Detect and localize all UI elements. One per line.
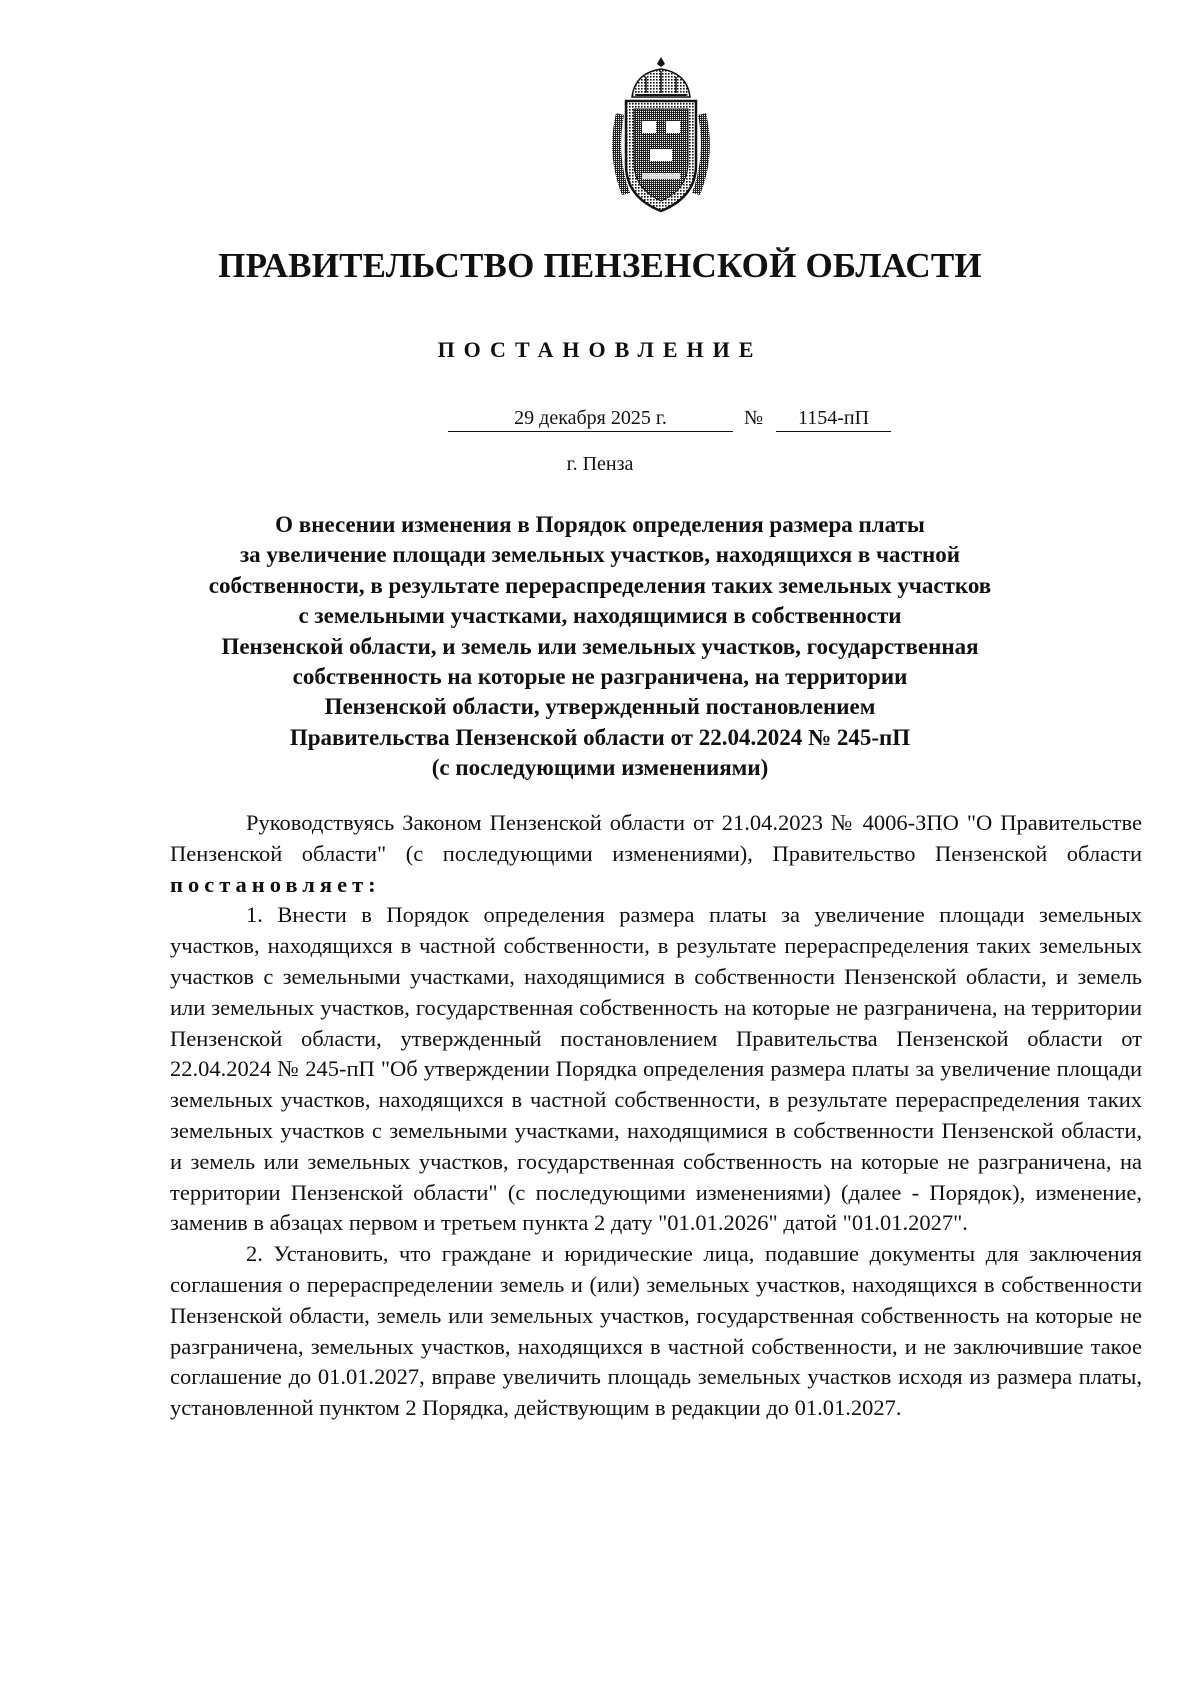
coat-of-arms-emblem	[602, 55, 720, 215]
item-2-paragraph: 2. Установить, что граждане и юридические лица, подавшие документы для заключения соглашения о перераспределении земель и (или) земельных участков, находящихся в собственности Пензенской области, земель или земельных участков, государственная собственность на которые не разграничена, земельных участков, находящихся в частной собственности, и не заключившие такое соглашение до 01.01.2027, вправе увеличить площадь земельных участков исходя из размера платы, установленной пунктом 2 Порядка, действующим в редакции до 01.01.2027.	[170, 1241, 1142, 1421]
subject-line: Пензенской области, и земель или земельных участков, государственная	[221, 633, 979, 659]
subject-line: собственность на которые не разграничена, на территории	[292, 664, 908, 690]
document-number: 1154-пП	[776, 407, 891, 432]
document-city: г. Пенза	[566, 453, 634, 475]
item-1-paragraph: 1. Внести в Порядок определения размера платы за увеличение площади земельных участков, находящихся в частной собственности, в результате перераспределения таких земельных участков с земельными участками, находящимися в собственности Пензенской области, и земель или земельных участков, государственная собственность на которые не разграничена, на территории Пензенской области, утвержденный постановлением Правительства Пензенской области от 22.04.2024 № 245-пП "Об утверждении Порядка определения размера платы за увеличение площади земельных участков, находящихся в частной собственности, в результате перераспределения таких земельных участков с земельными участками, находящимися в собственности Пензенской области, и земель или земельных участков, государственная собственность на которые не разграничена, на территории Пензенской области" (с последующими изменениями) (далее - Порядок), изменение, заменив в абзацах первом и третьем пункта 2 дату "01.01.2026" датой "01.01.2027".	[170, 902, 1142, 1236]
organization-title: ПРАВИТЕЛЬСТВО ПЕНЗЕНСКОЙ ОБЛАСТИ	[218, 246, 982, 285]
document-body	[170, 808, 1142, 1424]
subject-line: с земельными участками, находящимися в собственности	[298, 603, 902, 629]
document-date: 29 декабря 2025 г.	[448, 407, 733, 432]
number-sign: №	[744, 407, 764, 429]
document-subject	[150, 510, 1050, 784]
subject-line: Правительства Пензенской области от 22.04.2024 № 245-пП	[289, 724, 911, 750]
subject-line: Пензенской области, утвержденный постановлением	[324, 694, 876, 720]
subject-line: собственности, в результате перераспределения таких земельных участков	[208, 572, 992, 598]
preamble-text: Руководствуясь Законом Пензенской области от 21.04.2023 № 4006-ЗПО "О Правительстве Пензенской области" (с последующими изменениями), Правительство Пензенской области	[170, 810, 1142, 866]
subject-line: (с последующими изменениями)	[431, 755, 769, 781]
document-type: ПОСТАНОВЛЕНИЕ	[437, 337, 763, 362]
subject-line: О внесении изменения в Порядок определения размера платы	[275, 512, 925, 537]
resolves-word: постановляет:	[170, 871, 381, 897]
preamble-paragraph	[170, 808, 1142, 900]
subject-line: за увеличение площади земельных участков, находящихся в частной	[239, 542, 961, 568]
